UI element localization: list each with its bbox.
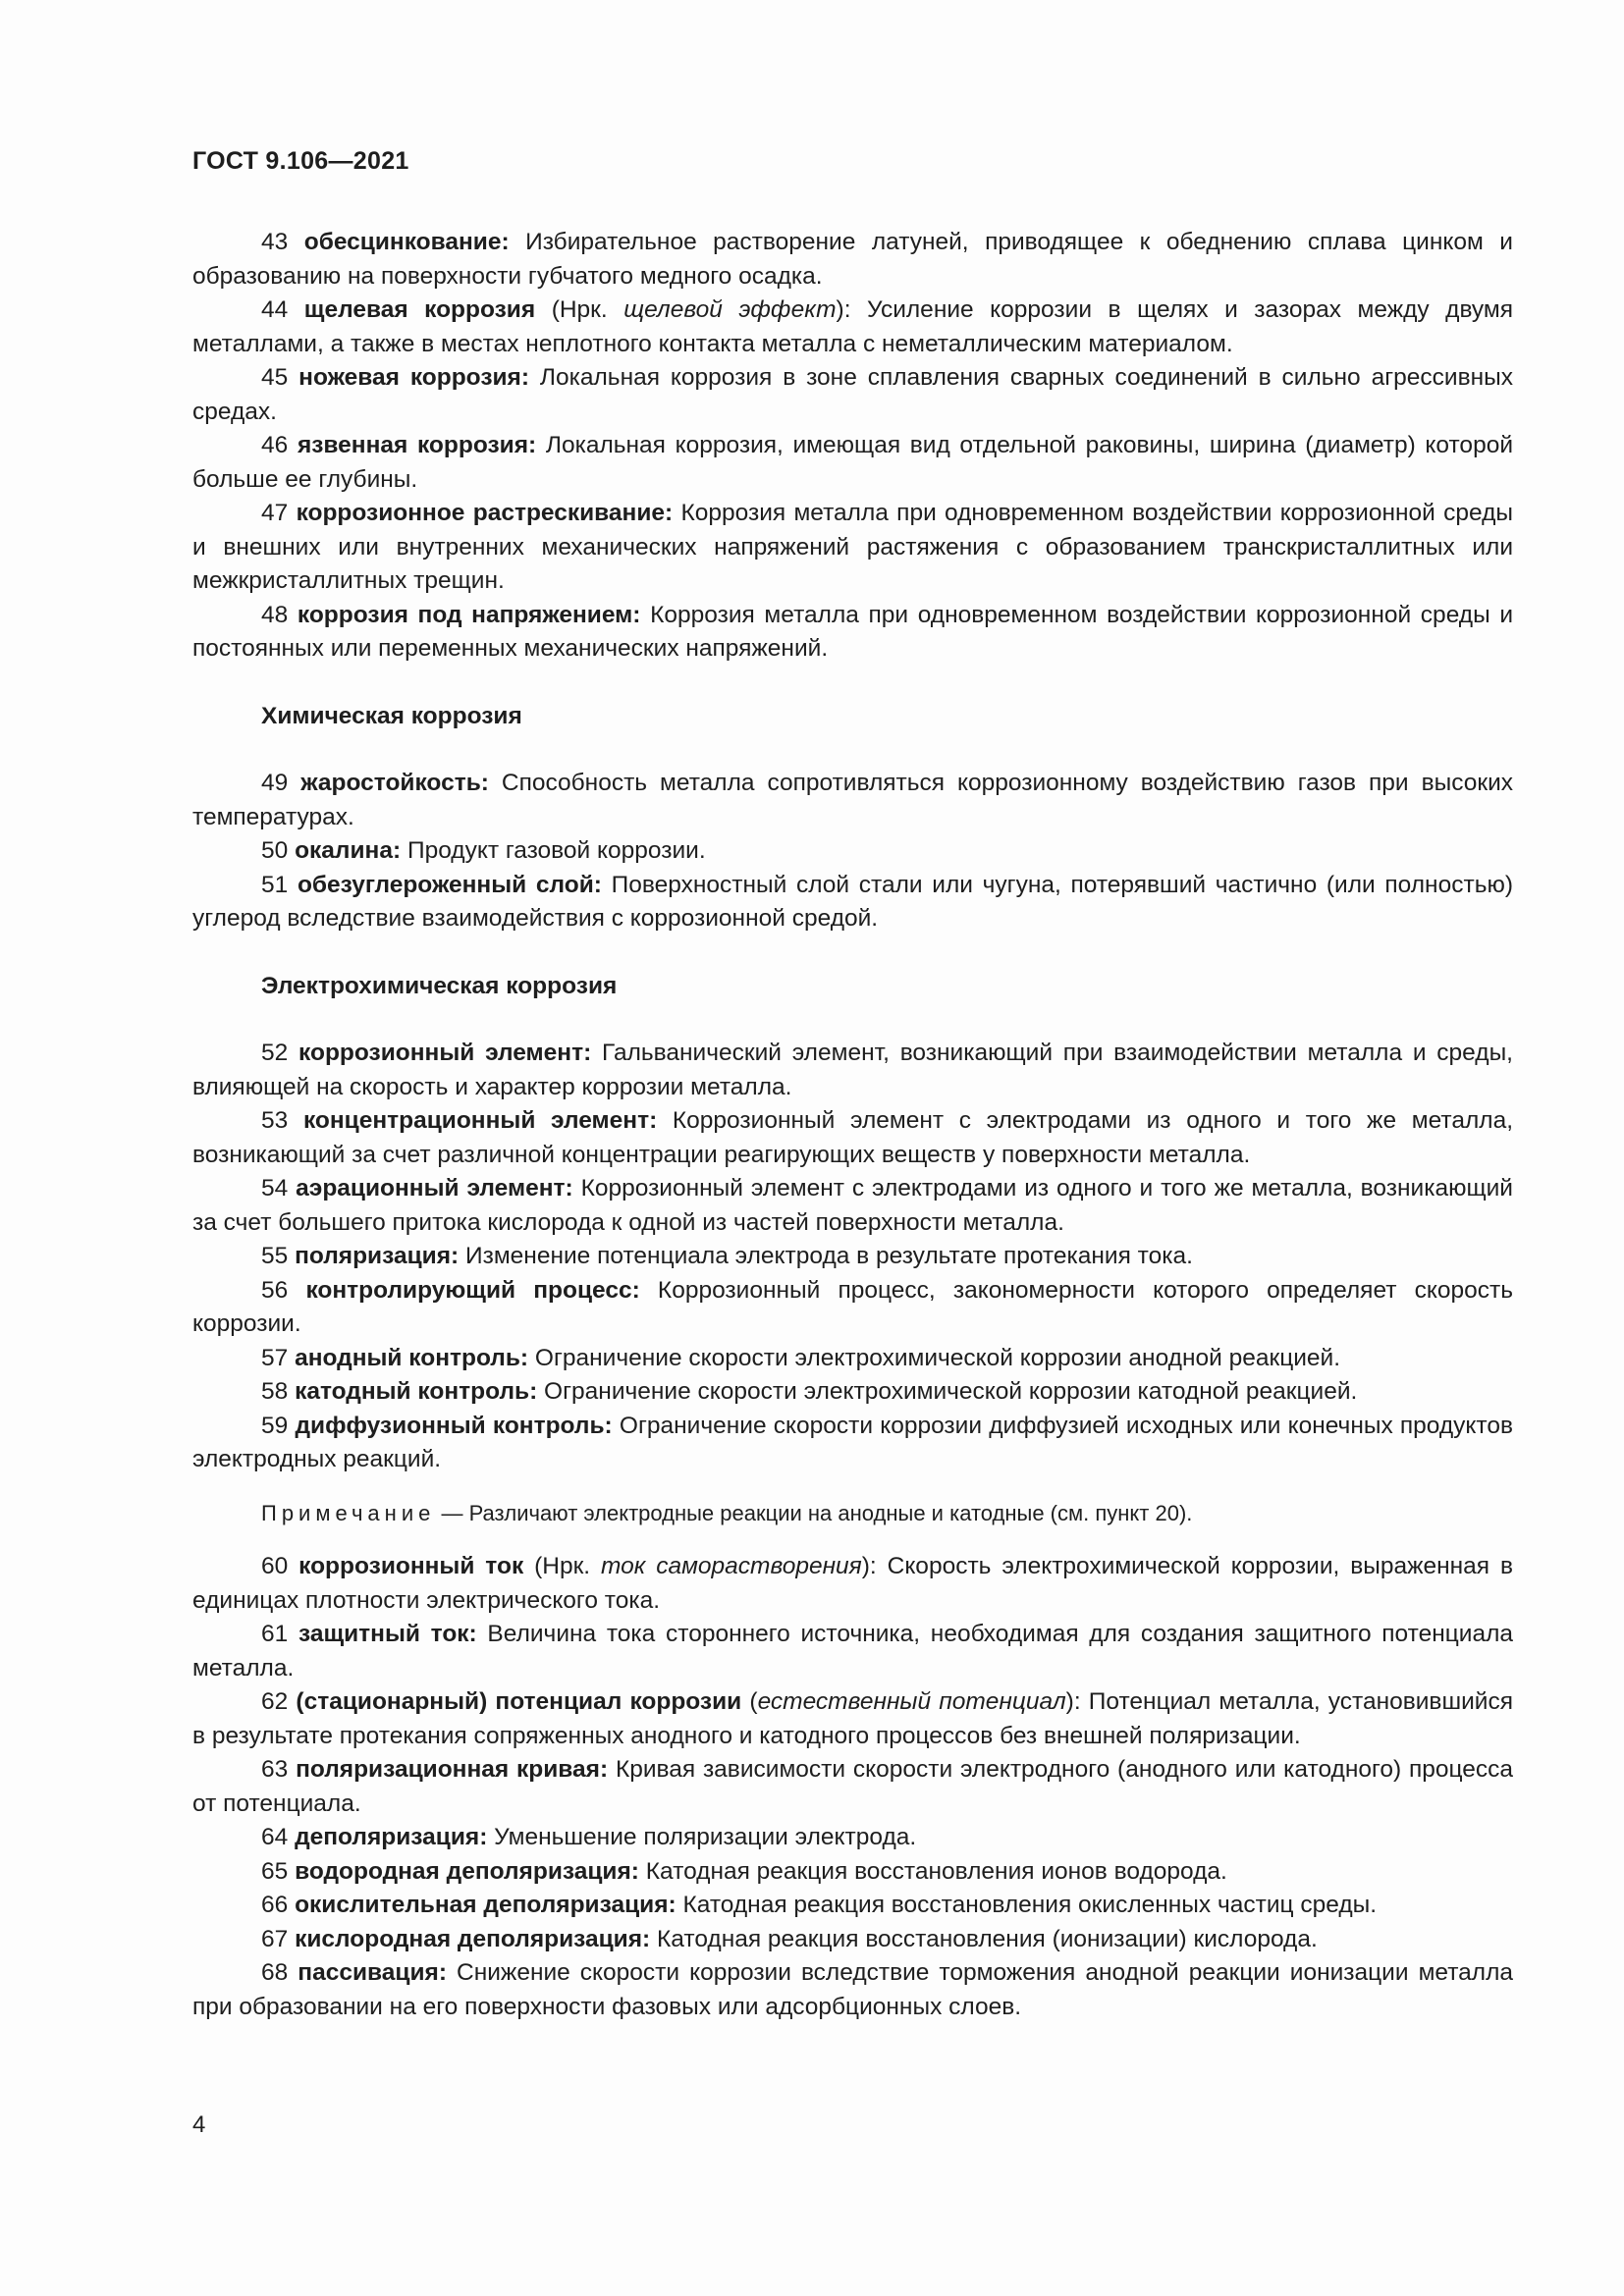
term-number: 45: [261, 364, 289, 391]
term-number: 57: [261, 1344, 289, 1371]
term-name: обесцинкование:: [303, 229, 510, 255]
term-definition: Гальванический элемент, возникающий при взаимодействии металла и среды, влияющей на скорость и характер коррозии металла.: [192, 1040, 1513, 1100]
term-definition: Коррозионный процесс, закономерности которого определяет скорость коррозии.: [192, 1276, 1513, 1337]
synonym-term: естественный потенциал: [757, 1688, 1066, 1715]
term-name: коррозионное растрескивание:: [296, 500, 674, 526]
term-entry: [192, 834, 1513, 869]
term-name: коррозия под напряжением:: [297, 601, 641, 628]
note-paragraph: [261, 1497, 1513, 1531]
term-number: 65: [261, 1857, 289, 1885]
term-name: окалина:: [295, 837, 402, 864]
term-entry: [192, 599, 1513, 667]
term-name: коррозионный элемент:: [298, 1040, 592, 1066]
term-name: деполяризация:: [295, 1824, 488, 1850]
term-entry: [192, 1821, 1513, 1855]
term-definition: Катодная реакция восстановления окисленных частиц среды.: [682, 1892, 1378, 1918]
term-definition: Коррозионный элемент с электродами из одного и того же металла, возникающий за счет различной концентрации реагирующих веществ у поверхности металла.: [192, 1107, 1513, 1168]
term-entry: [192, 1685, 1513, 1753]
term-number: 61: [261, 1621, 289, 1647]
term-entry: [192, 1410, 1513, 1477]
term-number: 56: [261, 1276, 289, 1304]
term-name: аэрационный элемент:: [296, 1175, 573, 1201]
term-definition: Скорость электрохимической коррозии, выраженная в единицах плотности электрического тока.: [192, 1553, 1513, 1614]
term-entry: [192, 1956, 1513, 2024]
term-name: водородная деполяризация:: [295, 1857, 639, 1885]
term-name: коррозионный ток: [298, 1553, 524, 1579]
terms-list: [192, 226, 1513, 2024]
note-text: — Различают электродные реакции на анодные и катодные (см. пункт 20).: [441, 1500, 1193, 1525]
term-number: 48: [261, 601, 289, 628]
term-definition: Кривая зависимости скорости электродного (анодного или катодного) процесса от потенциала.: [192, 1756, 1514, 1817]
term-entry: [192, 1037, 1513, 1104]
term-name: анодный контроль:: [295, 1344, 529, 1371]
term-definition: Способность металла сопротивляться коррозионному воздействию газов при высоких температурах.: [192, 770, 1513, 830]
note-label: Примечание: [261, 1500, 436, 1525]
term-definition: Продукт газовой коррозии.: [406, 837, 706, 864]
term-entry: [192, 294, 1513, 361]
term-number: 59: [261, 1412, 289, 1439]
term-definition: Избирательное растворение латуней, приводящее к обеднению сплава цинком и образованию на поверхности губчатого медного осадка.: [192, 229, 1513, 290]
term-entry: [192, 497, 1513, 599]
synonym-term: ток саморастворения: [601, 1553, 862, 1579]
term-number: 49: [261, 770, 289, 796]
term-definition: Усиление коррозии в щелях и зазорах между двумя металлами, а также в местах неплотного контакта металла с неметаллическим материалом.: [192, 296, 1514, 357]
term-definition: Локальная коррозия в зоне сплавления сварных соединений в сильно агрессивных средах.: [192, 364, 1513, 425]
term-number: 68: [261, 1959, 289, 1986]
section-heading: Электрохимическая коррозия: [261, 972, 618, 999]
term-entry: [192, 1618, 1513, 1685]
term-entry: [192, 1342, 1513, 1376]
term-number: 55: [261, 1243, 289, 1269]
term-entry: [192, 1375, 1513, 1410]
page-number: 4: [192, 2111, 206, 2138]
term-definition: Катодная реакция восстановления (ионизации) кислорода.: [657, 1925, 1318, 1952]
term-definition: Ограничение скорости электрохимической коррозии катодной реакцией.: [544, 1378, 1358, 1405]
term-entry: [192, 1172, 1513, 1240]
term-name: (стационарный) потенциал коррозии: [296, 1688, 742, 1715]
term-entry: [192, 767, 1513, 834]
term-name: диффузионный контроль:: [295, 1412, 613, 1439]
term-definition: Величина тока стороннего источника, необходимая для создания защитного потенциала металла.: [192, 1621, 1513, 1682]
term-number: 43: [261, 229, 289, 255]
term-number: 51: [261, 871, 289, 898]
term-definition: Локальная коррозия, имеющая вид отдельной раковины, ширина (диаметр) которой больше ее глубины.: [192, 432, 1513, 493]
term-entry: [192, 1923, 1513, 1957]
term-definition: Потенциал металла, установившийся в результате протекания сопряженных анодного и катодного процессов без внешней поляризации.: [192, 1688, 1513, 1749]
term-name: контролирующий процесс:: [305, 1276, 640, 1304]
document-header: ГОСТ 9.106—2021: [192, 147, 409, 175]
term-definition: Коррозия металла при одновременном воздействии коррозионной среды и внешних или внутренних механических напряжений растяжения с образованием транскристаллитных или межкристаллитных трещин.: [192, 500, 1513, 594]
synonym-prefix: (: [749, 1688, 758, 1715]
term-number: 52: [261, 1040, 289, 1066]
term-number: 47: [261, 500, 289, 526]
term-name: катодный контроль:: [295, 1378, 538, 1405]
synonym-suffix: ):: [836, 296, 851, 323]
term-number: 50: [261, 837, 289, 864]
term-name: поляризация:: [295, 1243, 460, 1269]
term-entry: [192, 1753, 1513, 1821]
term-number: 63: [261, 1756, 289, 1783]
synonym-term: щелевой эффект: [623, 296, 837, 323]
term-number: 44: [261, 296, 289, 323]
term-number: 53: [261, 1107, 289, 1134]
term-number: 64: [261, 1824, 289, 1850]
term-definition: Катодная реакция восстановления ионов водорода.: [645, 1857, 1227, 1885]
term-definition: Ограничение скорости коррозии диффузией исходных или конечных продуктов электродных реакций.: [192, 1412, 1513, 1472]
term-entry: [192, 869, 1513, 936]
term-number: 62: [261, 1688, 289, 1715]
term-name: пассивация:: [298, 1959, 447, 1986]
synonym-prefix: (Нрк.: [551, 296, 608, 323]
term-name: кислородная деполяризация:: [295, 1925, 651, 1952]
term-entry: [192, 1104, 1513, 1172]
term-entry: [192, 361, 1513, 429]
term-name: ножевая коррозия:: [298, 364, 530, 391]
synonym-suffix: ):: [1065, 1688, 1081, 1715]
term-entry: [192, 226, 1513, 294]
term-entry: [192, 1240, 1513, 1274]
term-name: щелевая коррозия: [303, 296, 536, 323]
term-entry: [192, 1550, 1513, 1618]
synonym-suffix: ):: [861, 1553, 877, 1579]
section-heading: Химическая коррозия: [261, 702, 522, 729]
term-definition: Изменение потенциала электрода в результате протекания тока.: [465, 1243, 1193, 1269]
term-number: 60: [261, 1553, 289, 1579]
term-number: 67: [261, 1925, 289, 1952]
term-definition: Уменьшение поляризации электрода.: [494, 1824, 917, 1850]
term-entry: [192, 1855, 1513, 1890]
term-entry: [192, 1889, 1513, 1923]
term-name: защитный ток:: [298, 1621, 477, 1647]
term-entry: [192, 1274, 1513, 1342]
term-definition: Коррозионный элемент с электродами из одного и того же металла, возникающий за счет большего притока кислорода к одной из частей поверхности металла.: [192, 1175, 1513, 1236]
term-entry: [192, 429, 1513, 497]
term-number: 46: [261, 432, 289, 458]
term-name: жаростойкость:: [300, 770, 489, 796]
term-definition: Ограничение скорости электрохимической коррозии анодной реакцией.: [534, 1344, 1341, 1371]
term-name: поляризационная кривая:: [296, 1756, 609, 1783]
term-number: 58: [261, 1378, 289, 1405]
term-name: концентрационный элемент:: [302, 1107, 658, 1134]
term-definition: Поверхностный слой стали или чугуна, потерявший частично (или полностью) углерод вследствие взаимодействия с коррозионной средой.: [192, 871, 1513, 932]
term-definition: Снижение скорости коррозии вследствие торможения анодной реакции ионизации металла при образовании на его поверхности фазовых или адсорбционных слоев.: [192, 1959, 1514, 2020]
term-name: окислительная деполяризация:: [295, 1892, 677, 1918]
term-number: 54: [261, 1175, 289, 1201]
term-name: язвенная коррозия:: [297, 432, 537, 458]
term-number: 66: [261, 1892, 289, 1918]
synonym-prefix: (Нрк.: [534, 1553, 591, 1579]
term-definition: Коррозия металла при одновременном воздействии коррозионной среды и постоянных или переменных механических напряжений.: [192, 601, 1513, 662]
term-name: обезуглероженный слой:: [297, 871, 602, 898]
